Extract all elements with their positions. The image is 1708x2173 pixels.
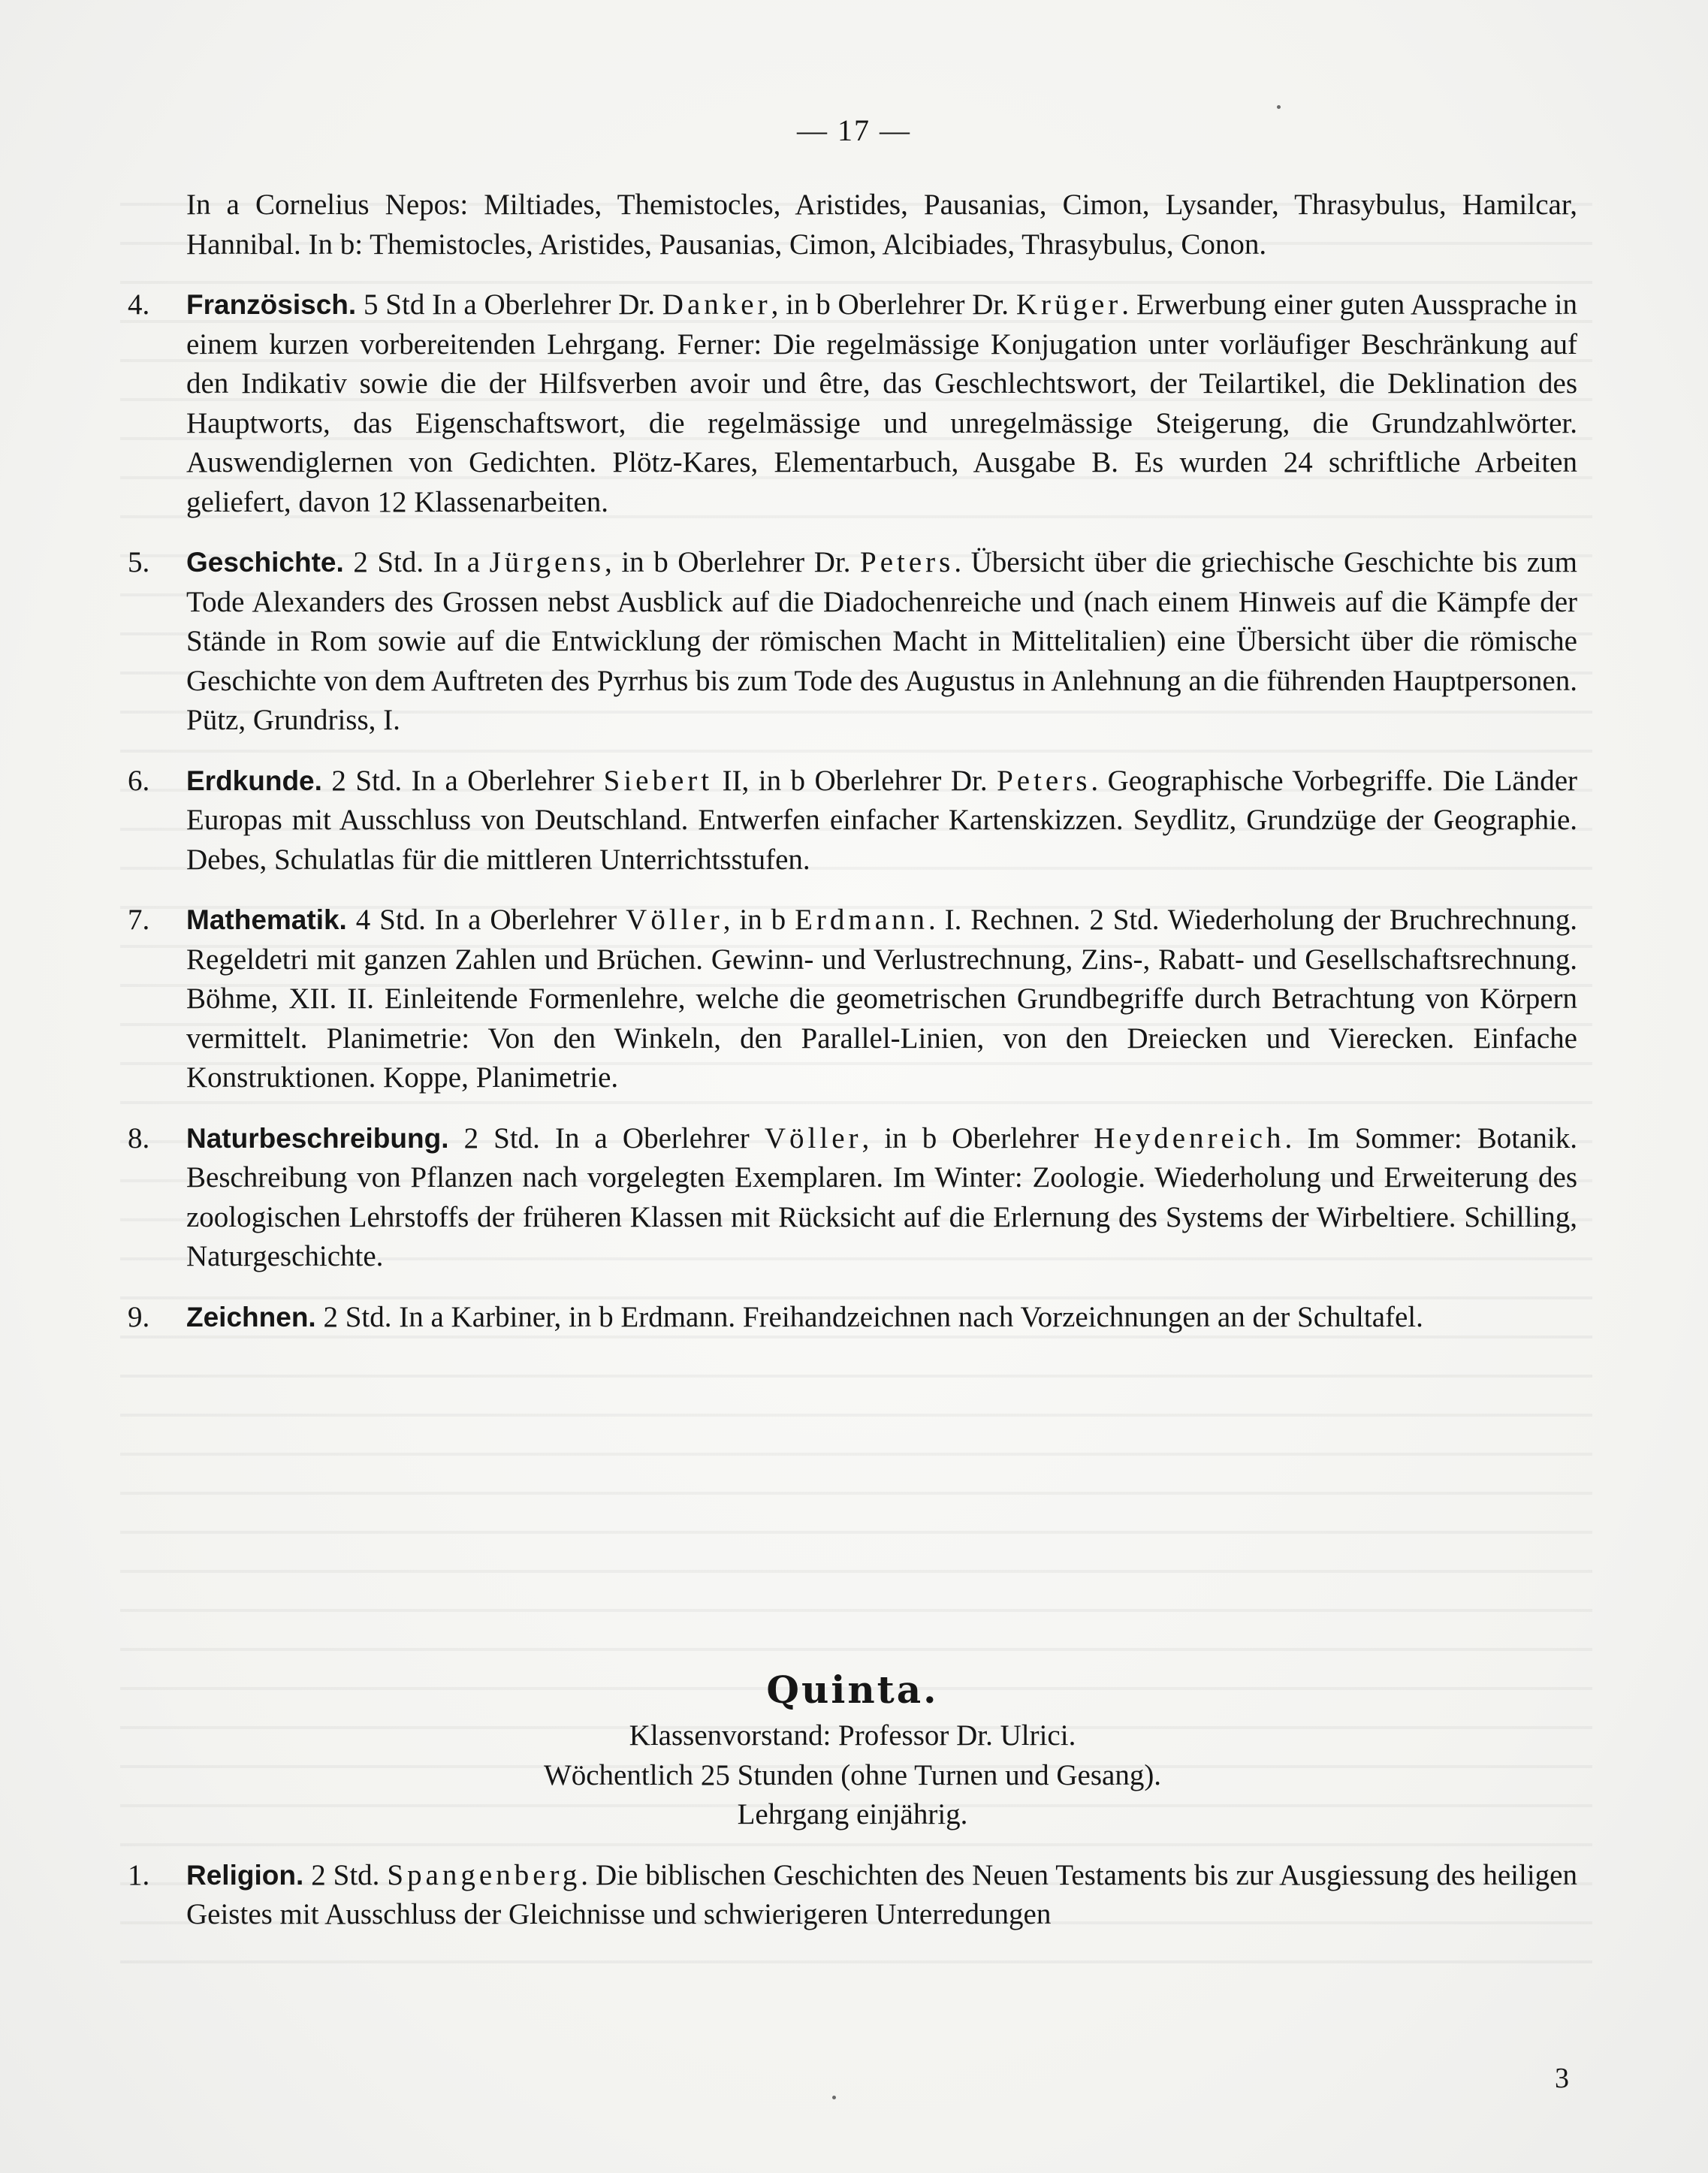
intro-text: In a Cornelius Nepos: Miltiades, Themistocles, Aristides, Pausanias, Cimon, Lysander, Thrasybulus, Hamilcar, Hannibal. In b: Themistocles, Aristides, Pausanias, Cimon, Alcibiades, Thrasybulus, Conon. <box>186 189 1577 261</box>
item-number: 4. <box>128 288 150 321</box>
item-text: . Erwerbung einer guten Aussprache in einem kurzen vorbereitenden Lehrgang. Ferner: Die regelmässige Konjugation unter vorläufiger Beschränkung auf den Indikativ sowie die der Hilfsverben avoir und être, das Geschlechtswort, der Teilartikel, die Deklination des Hauptworts, das Eigenschaftswort, die regelmässige und unregelmässige Steigerung, die Grundzahlwörter. Auswendiglernen von Gedichten. Plötz-Kares, Elementarbuch, Ausgabe B. Es wurden 24 schriftliche Arbeiten geliefert, davon 12 Klassenarbeiten. <box>186 288 1578 518</box>
subject-heading: Erdkunde. <box>186 765 322 796</box>
item-text: . Die biblischen Geschichten des Neuen Testaments bis zur Ausgiessung des heiligen Geistes mit Ausschluss der Gleichnisse und schwierigeren Unterredungen <box>186 1858 1577 1930</box>
subject-heading: Religion. <box>186 1859 304 1891</box>
subject-item <box>128 1119 1577 1277</box>
item-number: 9. <box>128 1300 150 1333</box>
spaced-name: Siebert <box>603 764 714 797</box>
stain-dot <box>832 2096 836 2099</box>
item-body <box>128 285 1577 522</box>
subject-item <box>128 901 1577 1098</box>
item-body <box>128 1298 1577 1338</box>
subject-list <box>128 285 1577 1337</box>
stain-dot <box>1277 105 1281 109</box>
item-text: 2 Std. <box>303 1858 388 1891</box>
quinta-title: Quinta. <box>766 1667 939 1712</box>
item-text: 2 Std. In a Oberlehrer <box>321 764 604 797</box>
item-body <box>128 762 1577 880</box>
spaced-name: Erdmann <box>795 904 929 936</box>
spaced-name: Peters <box>860 546 955 578</box>
subject-heading: Zeichnen. <box>186 1301 316 1332</box>
quinta-course: Lehrgang einjährig. <box>737 1798 968 1830</box>
intro-paragraph <box>128 186 1577 264</box>
subject-item <box>128 285 1577 522</box>
item-body <box>128 1119 1577 1277</box>
item-number: 7. <box>128 904 150 936</box>
subject-heading: Naturbeschreibung. <box>186 1122 449 1154</box>
quinta-section <box>128 1664 1577 1935</box>
item-text: , in b <box>723 904 795 936</box>
item-body <box>128 1856 1577 1935</box>
item-number: 5. <box>128 546 150 578</box>
item-number: 1. <box>128 1858 150 1891</box>
subject-item <box>128 762 1577 880</box>
spaced-name: Jürgens <box>489 546 605 578</box>
spaced-name: Spangenberg <box>387 1858 581 1891</box>
spaced-name: Völler <box>626 904 723 936</box>
item-text: . Übersicht über die griechische Geschichte bis zum Tode Alexanders des Grossen nebst Ausblick auf die Diadochenreiche und (nach einem Hinweis auf die Kämpfe der Stände in Rom sowie auf die Entwicklung der römischen Macht in Mittelitalien) eine Übersicht über die römische Geschichte von dem Auftreten des Pyrrhus bis zum Tode des Augustus in Anlehnung an die führenden Hauptpersonen. Pütz, Grundriss, I. <box>186 546 1577 736</box>
spaced-name: Danker <box>662 288 771 321</box>
item-text: . Geographische Vorbegriffe. Die Länder Europas mit Ausschluss von Deutschland. Entwerfen einfacher Kartenskizzen. Seydlitz, Grundzüge der Geographie. Debes, Schulatlas für die mittleren Unterrichtsstufen. <box>186 764 1578 876</box>
subject-heading: Mathematik. <box>186 904 347 935</box>
item-text: , in b Oberlehrer Dr. <box>605 546 861 578</box>
item-text: , in b Oberlehrer Dr. <box>771 288 1016 321</box>
item-text: 2 Std. In a Karbiner, in b Erdmann. Freihandzeichnen nach Vorzeichnungen an der Schultafel. <box>315 1300 1423 1333</box>
item-text: . Im Sommer: Botanik. Beschreibung von Pflanzen nach vorgelegten Exemplaren. Im Winter: Zoologie. Wiederholung und Erweiterung des zoologischen Lehrstoffs der früheren Klassen mit Rücksicht auf die Erlernung des Systems der Wirbeltiere. Schilling, Naturgeschichte. <box>186 1121 1578 1272</box>
item-text: , in b Oberlehrer <box>862 1121 1094 1154</box>
item-text: 4 Std. In a Oberlehrer <box>346 904 626 936</box>
quinta-heading-wrap <box>128 1664 1577 1716</box>
item-text: 2 Std. In a Oberlehrer <box>448 1121 765 1154</box>
item-text: 5 Std In a Oberlehrer Dr. <box>356 288 662 321</box>
quinta-hours: Wöchentlich 25 Stunden (ohne Turnen und Gesang). <box>543 1758 1162 1791</box>
spaced-name: Heydenreich <box>1094 1121 1285 1154</box>
quinta-classteacher: Klassenvorstand: Professor Dr. Ulrici. <box>629 1719 1076 1752</box>
item-text: II, in b Oberlehrer Dr. <box>713 764 997 797</box>
page-number: — 17 — <box>797 113 911 147</box>
subject-item <box>128 1298 1577 1338</box>
item-body <box>128 543 1577 741</box>
signature-mark: 3 <box>1555 2063 1569 2094</box>
item-body <box>128 901 1577 1098</box>
subject-heading: Geschichte. <box>186 547 344 578</box>
quinta-subject-list <box>128 1856 1577 1935</box>
item-number: 6. <box>128 764 150 797</box>
spaced-name: Völler <box>764 1121 862 1154</box>
item-text: . I. Rechnen. 2 Std. Wiederholung der Bruchrechnung. Regeldetri mit ganzen Zahlen und Brüchen. Gewinn- und Verlustrechnung, Zins-, Rabatt- und Gesellschaftsrechnung. Böhme, XII. II. Einleitende Formenlehre, welche die geometrischen Grundbegriffe durch Betrachtung von Körpern vermittelt. Planimetrie: Von den Winkeln, den Parallel-Linien, von den Dreiecken und Vierecken. Einfache Konstruktionen. Koppe, Planimetrie. <box>186 904 1578 1094</box>
item-number: 8. <box>128 1121 150 1154</box>
quinta-subject-item <box>128 1856 1577 1935</box>
spaced-name: Krüger <box>1015 288 1122 321</box>
item-text: 2 Std. In a <box>343 546 490 578</box>
spaced-name: Peters <box>997 764 1091 797</box>
subject-item <box>128 543 1577 741</box>
subject-heading: Französisch. <box>186 289 357 320</box>
main-text <box>128 186 1577 1337</box>
